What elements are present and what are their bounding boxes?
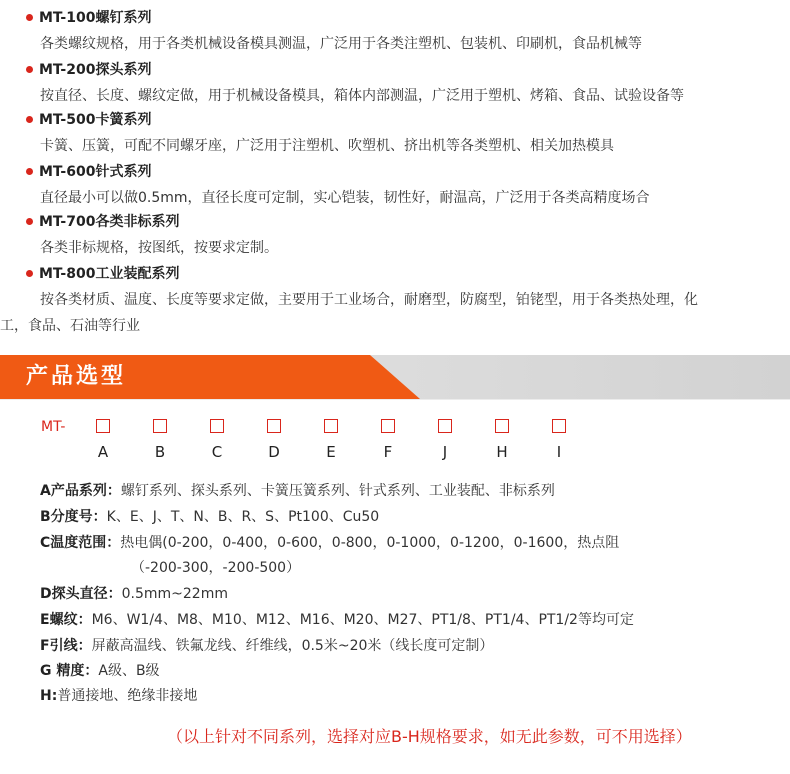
spec-g: G 精度：A级、B级 bbox=[40, 663, 160, 679]
series-title: MT-700各类非标系列 bbox=[26, 212, 179, 232]
series-title: MT-600针式系列 bbox=[26, 162, 151, 182]
model-prefix: MT- bbox=[41, 419, 66, 435]
series-description: 卡簧、压簧，可配不同螺牙座，广泛用于注塑机、吹塑机、挤出机等各类塑机、相关加热模具 bbox=[40, 138, 614, 154]
series-title: MT-800工业装配系列 bbox=[26, 264, 179, 284]
code-letter: D bbox=[268, 443, 280, 461]
code-box bbox=[96, 419, 110, 433]
bullet-icon bbox=[26, 168, 33, 175]
bullet-icon bbox=[26, 116, 33, 123]
code-letter: J bbox=[442, 443, 448, 461]
code-box bbox=[324, 419, 338, 433]
series-title: MT-200探头系列 bbox=[26, 60, 151, 80]
code-box bbox=[495, 419, 509, 433]
series-description: 直径最小可以做0.5mm，直径长度可定制，实心铠装，韧性好，耐温高，广泛用于各类高精度场合 bbox=[40, 190, 650, 206]
spec-b: B分度号：K、E、J、T、N、B、R、S、Pt100、Cu50 bbox=[40, 509, 380, 525]
code-letter: E bbox=[326, 443, 336, 461]
spec-e: E螺纹：M6、W1/4、M8、M10、M12、M16、M20、M27、PT1/8、PT1/4、PT1/2等均可定 bbox=[40, 612, 634, 628]
selection-note: （以上针对不同系列，选择对应B-H规格要求，如无此参数，可不用选择） bbox=[167, 727, 692, 746]
series-description: 各类非标规格，按图纸，按要求定制。 bbox=[40, 240, 278, 256]
code-letter: F bbox=[383, 443, 393, 461]
bullet-icon bbox=[26, 218, 33, 225]
code-letter: B bbox=[154, 443, 166, 461]
series-description: 各类螺纹规格，用于各类机械设备模具测温，广泛用于各类注塑机、包装机、印刷机，食品机械等 bbox=[40, 36, 642, 52]
spec-c: C温度范围：热电偶(0-200，0-400，0-600，0-800，0-1000，0-1200，0-1600，热点阻 bbox=[40, 535, 620, 551]
spec-a: A产品系列：螺钉系列、探头系列、卡簧压簧系列、针式系列、工业装配、非标系列 bbox=[40, 483, 555, 499]
code-box bbox=[438, 419, 452, 433]
divider bbox=[0, 399, 790, 400]
code-box bbox=[153, 419, 167, 433]
code-letter: A bbox=[97, 443, 109, 461]
spec-h: H:普通接地、绝缘非接地 bbox=[40, 688, 198, 704]
code-box bbox=[552, 419, 566, 433]
code-box bbox=[381, 419, 395, 433]
series-description-cont: 工，食品、石油等行业 bbox=[0, 318, 140, 334]
series-title: MT-500卡簧系列 bbox=[26, 110, 151, 130]
code-letter: C bbox=[211, 443, 223, 461]
bullet-icon bbox=[26, 66, 33, 73]
code-letter: H bbox=[496, 443, 508, 461]
spec-d: D探头直径：0.5mm~22mm bbox=[40, 586, 228, 602]
series-description: 按直径、长度、螺纹定做，用于机械设备模具，箱体内部测温，广泛用于塑机、烤箱、食品、试验设备等 bbox=[40, 88, 684, 104]
spec-c-cont: （-200-300，-200-500） bbox=[131, 560, 301, 576]
code-box bbox=[210, 419, 224, 433]
series-description: 按各类材质、温度、长度等要求定做，主要用于工业场合，耐磨型，防腐型，铂铑型，用于各类热处理，化 bbox=[40, 292, 698, 308]
series-title: MT-100螺钉系列 bbox=[26, 8, 151, 28]
section-title: 产品选型 bbox=[26, 364, 127, 389]
bullet-icon bbox=[26, 270, 33, 277]
bullet-icon bbox=[26, 14, 33, 21]
code-box bbox=[267, 419, 281, 433]
code-letter: I bbox=[556, 443, 562, 461]
spec-f: F引线：屏蔽高温线、铁氟龙线、纤维线，0.5米~20米（线长度可定制） bbox=[40, 638, 494, 654]
